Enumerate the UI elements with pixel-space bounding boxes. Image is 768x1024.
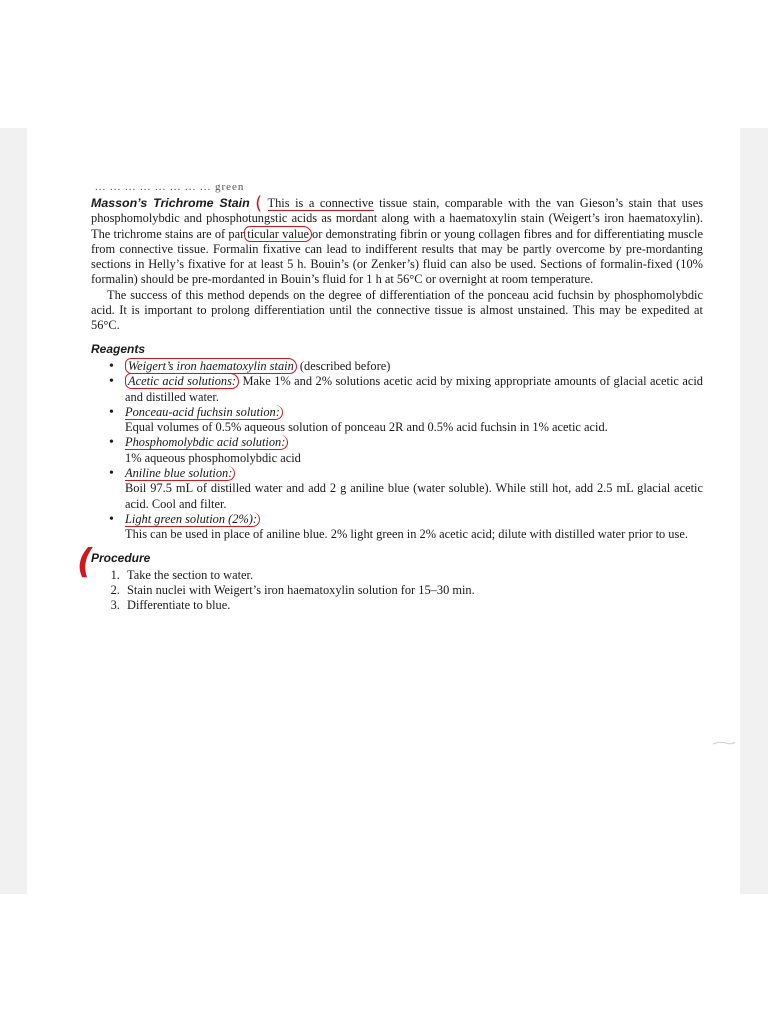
reagent-name: Light green solution (2%): (125, 512, 260, 527)
reagent-name: Ponceau-acid fuchsin solution: (125, 405, 283, 420)
intro-text-cont: or demonstrating fibrin or young collagen fibres and for differentiating muscle from connective tissue. Formalin fixative can lead to indifferent results that may be partly overcome by pre-mordanting sections in Helly’s fixative for at least 5 h. Bouin’s (or Zenker’s) fluid can also be used. Sections of formalin-fixed (10% formalin) should be pre-mordanted in Bouin’s fluid for 1 h at 56°C or overnight at room temperature. (91, 226, 703, 287)
procedure-step: 1. Take the section to water. (123, 568, 703, 583)
reagent-description: Equal volumes of 0.5% aqueous solution of ponceau 2R and 0.5% acid fuchsin in 1% acetic acid. (125, 420, 608, 435)
procedure-steps (91, 568, 703, 614)
reagent-item (105, 405, 703, 436)
red-bracket-mark: ( (255, 193, 263, 214)
reagents-heading: Reagents (91, 341, 146, 356)
reagent-description: 1% aqueous phosphomolybdic acid (125, 450, 301, 465)
reagent-inline: (described before) (299, 358, 391, 373)
massons-title: Masson’s Trichrome Stain (91, 196, 250, 210)
reagent-item (105, 435, 703, 466)
reagent-name: Phosphomolybdic acid solution: (125, 435, 288, 450)
reagent-description: Boil 97.5 mL of distilled water and add 2 g aniline blue (water soluble). While still hot, add 2.5 mL glacial acetic acid. Cool and filter. (125, 481, 703, 511)
circled-highlight: ticular value (244, 226, 312, 242)
document-content (77, 193, 704, 614)
reagent-inline: Make 1% and 2% solutions acetic acid by mixing appropriate amounts of glacial acetic acid and distilled water. (125, 374, 704, 404)
reagent-name: Weigert’s iron haematoxylin stain (125, 358, 297, 374)
reagent-name: Acetic acid solutions: (125, 373, 239, 389)
underlined-intro: This is a connective (267, 196, 374, 210)
stray-pen-mark (712, 740, 736, 746)
reagent-name: Aniline blue solution: (125, 466, 235, 481)
intro-text: tissue stain, comparable with the van Gieson’s stain that uses phosphomolybdic and phosphotungstic acids as mordant along with a haematoxylin stain (Weigert’s iron haematoxylin). The trichrome stains are of par (91, 196, 704, 241)
procedure-step: 3. Differentiate to blue. (123, 598, 703, 613)
reagent-item (105, 359, 703, 374)
reagent-description: This can be used in place of aniline blue. 2% light green in 2% acetic acid; dilute with distilled water prior to use. (125, 527, 688, 542)
reagent-item (105, 466, 703, 512)
reagents-list (91, 359, 703, 543)
success-paragraph: The success of this method depends on the degree of differentiation of the ponceau acid fuchsin by phosphomolybdic acid. It is important to prolong differentiation until the connective tissue is almost unstained. This may be expedited at 56°C. (91, 287, 703, 333)
top-fragment-text: ... ... ... ... ... ... ... ... green (95, 181, 245, 193)
procedure-heading: Procedure (91, 550, 151, 565)
procedure-step: 2. Stain nuclei with Weigert’s iron haematoxylin solution for 15–30 min. (123, 583, 703, 598)
red-bracket-mark: ( (77, 541, 93, 582)
massons-paragraph (91, 194, 703, 288)
reagent-item (105, 374, 703, 405)
reagent-item (105, 512, 703, 543)
